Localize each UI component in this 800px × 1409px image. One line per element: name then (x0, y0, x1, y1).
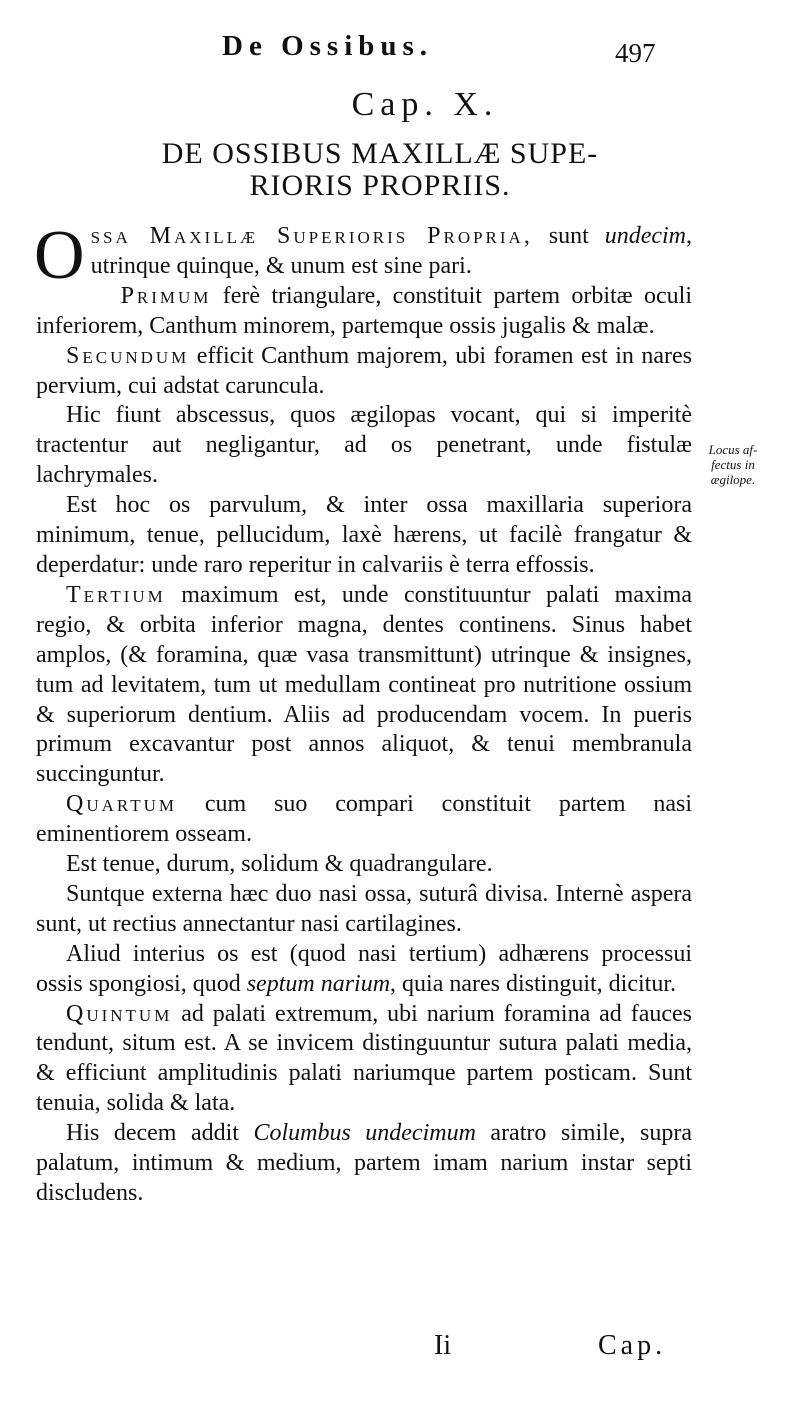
margin-note-line: fectus in (711, 457, 755, 472)
paragraph-7 (36, 790, 692, 850)
paragraph-lead: Quartum (66, 791, 177, 818)
paragraph-text: aratro simile, supra palatum, intimum & medium, partem imam narium instar septi discludens. (36, 1120, 693, 1206)
paragraph-text: sunt (532, 223, 605, 249)
paragraph-5: Est hoc os parvulum, & inter ossa maxillaria superiora minimum, tenue, pellucidum, laxè hærens, ut facilè frangatur & deperdatur: unde raro reperitur in calvariis è terra effossis. (36, 492, 692, 578)
paragraph-text: , quia nares distinguit, dicitur. (390, 970, 677, 997)
chapter-title-line1: DE OSSIBUS MAXILLÆ SUPE- (161, 137, 599, 170)
running-head-title: De Ossibus. (222, 30, 434, 62)
page-footer (0, 1330, 800, 1370)
paragraph-text: cum suo compari constituit partem nasi eminentiorem osseam. (36, 791, 692, 848)
paragraph-10 (36, 940, 692, 1000)
catchword: Cap. (598, 1330, 667, 1361)
chapter-heading: Cap. X. (351, 86, 499, 123)
paragraph-lead: Primum (120, 282, 212, 309)
paragraph-lead: ssa Maxillæ Superioris Propria, (90, 223, 533, 249)
paragraph-1 (34, 217, 693, 294)
page-number: 497 (615, 38, 656, 68)
margin-note-line: ægilope. (710, 472, 756, 487)
chapter-title (60, 138, 700, 202)
italic-term: Columbus undecimum (253, 1120, 476, 1147)
signature-mark: Ii (434, 1330, 452, 1361)
paragraph-text: ad palati extremum, ubi narium foramina ad fauces tendunt, situm est. A se invicem distinguuntur sutura palati media, & efficiunt amplitudinis palati nariumque partem posticam. Sunt tenuia, solida & lata. (36, 1000, 692, 1117)
paragraph-text: ferè triangulare, constituit partem orbitæ oculi inferiorem, Canthum minorem, partemque ossis jugalis & malæ. (36, 282, 692, 339)
paragraph-9: Suntque externa hæc duo nasi ossa, suturâ divisa. Internè aspera sunt, ut rectius annectantur nasi cartilagines. (36, 880, 692, 937)
margin-note-line: Locus af- (708, 442, 758, 457)
paragraph-lead: Secundum (66, 342, 190, 369)
paragraph-8: Est tenue, durum, solidum & quadrangulare. (66, 851, 493, 878)
paragraph-11 (36, 1000, 692, 1120)
paragraph-text: maximum est, unde constituuntur palati maxima regio, & orbita inferior magna, dentes continens. Sinus habet amplos, (& foramina, quæ vasa transmittunt) utrinque & insignes, tum ad levitatem, tum ut medullam contineat pro nutritione ossium & superiorum dentium. Aliis ad producendam vocem. In pueris primum excavantur post annos aliquot, & tenui membranula succinguntur. (36, 581, 692, 788)
paragraph-12 (36, 1119, 692, 1209)
body-text (34, 217, 693, 1209)
italic-term: septum narium (246, 970, 391, 997)
paragraph-text: , utrinque quinque, & unum est sine pari. (90, 223, 693, 279)
paragraph-lead: Quintum (66, 1000, 173, 1027)
margin-note (693, 442, 773, 487)
paragraph-4: Hic fiunt abscessus, quos ægilopas vocant, qui si imperitè tractentur aut negligantur, ad os penetrant, unde fistulæ lachrymales. (36, 402, 692, 489)
paragraph-text: Aliud interius os est (quod nasi tertium) adhærens processui ossis spongiosi, quod (36, 940, 692, 997)
italic-term: undecim (604, 223, 687, 249)
running-head (0, 30, 800, 70)
paragraph-2 (36, 282, 692, 342)
paragraph-text: His decem addit (66, 1120, 254, 1147)
paragraph-lead: Tertium (66, 581, 166, 608)
chapter-title-line2: RIORIS PROPRIIS. (249, 169, 511, 202)
drop-cap: O (34, 217, 85, 294)
paragraph-text: efficit Canthum majorem, ubi foramen est in nares pervium, cui adstat caruncula. (36, 342, 692, 399)
paragraph-3 (36, 342, 692, 402)
paragraph-6 (36, 581, 692, 790)
